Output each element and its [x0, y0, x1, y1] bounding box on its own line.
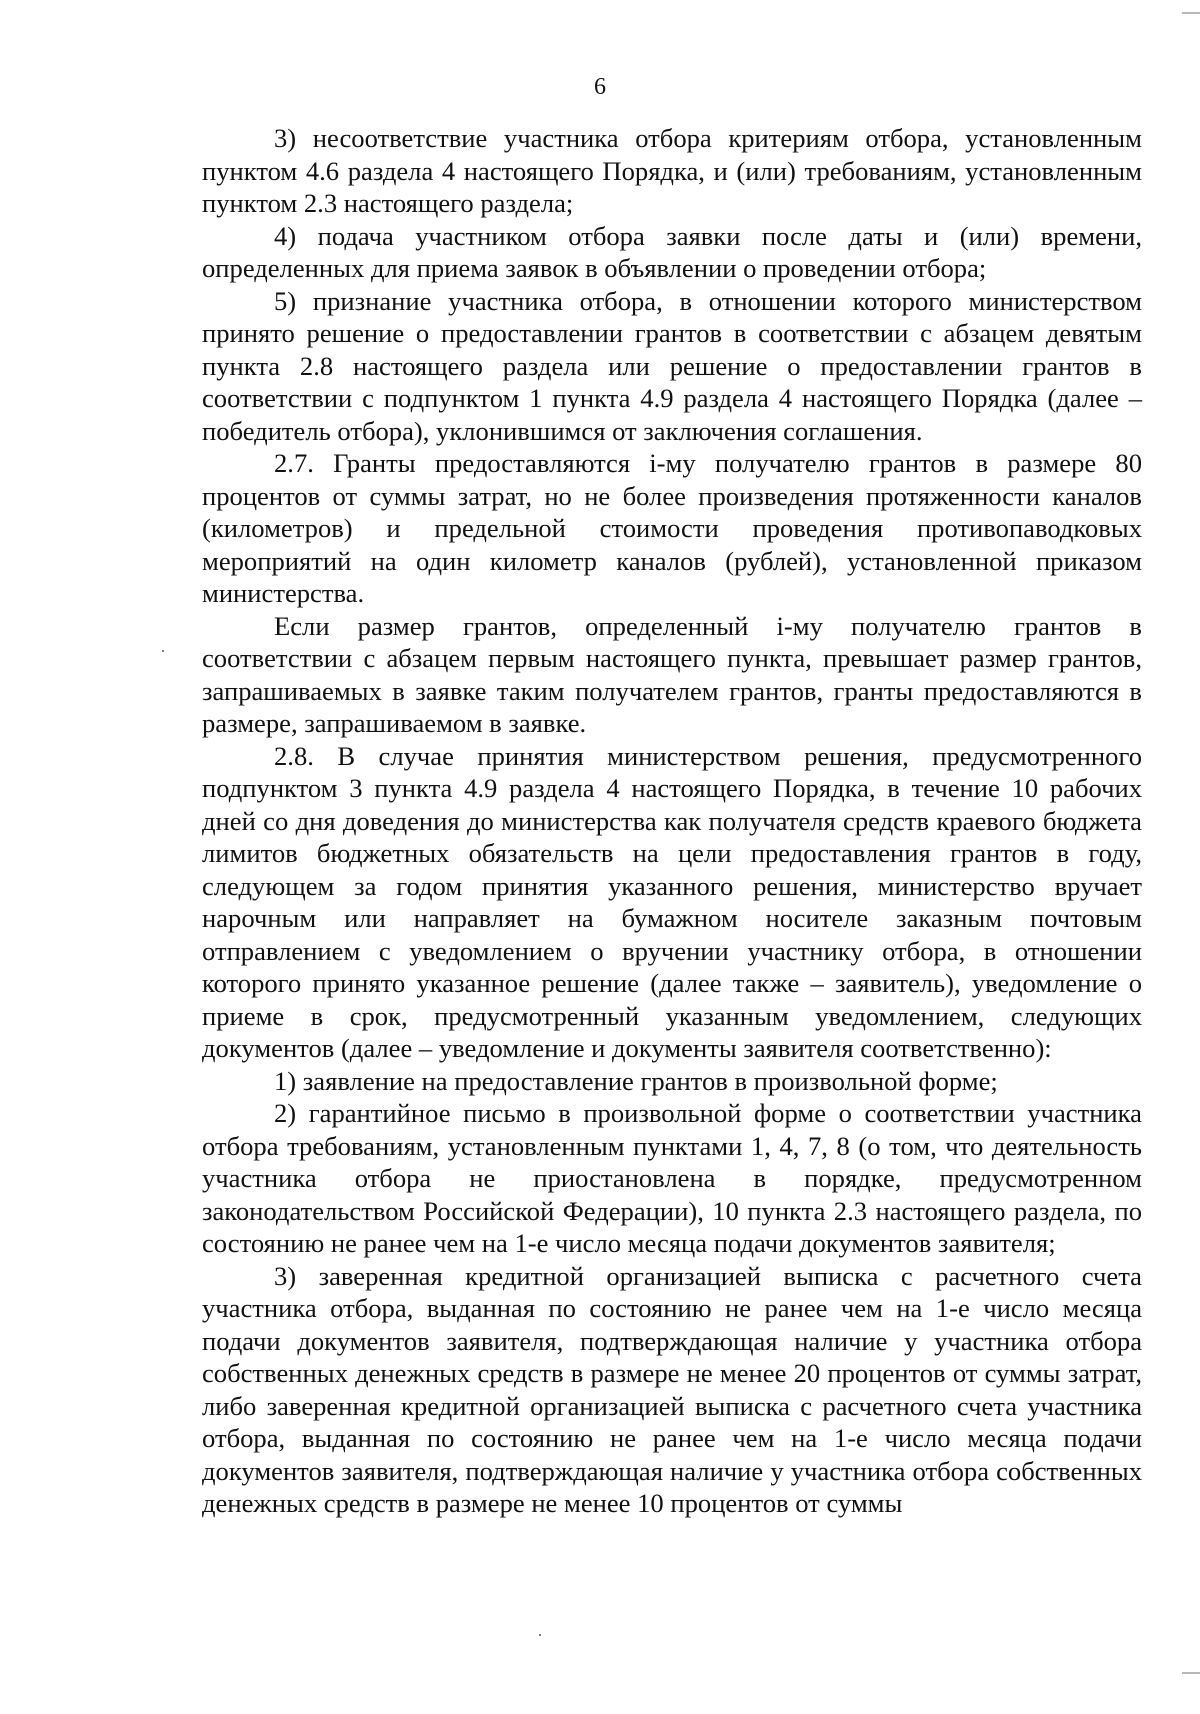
page-number: 6 — [594, 74, 606, 100]
scan-edge-mark-bottom — [1182, 1672, 1200, 1674]
paragraph-item-4: 4) подача участником отбора заявки после даты и (или) времени, определенных для приема заявок в объявлении о проведении отбора; — [202, 220, 1142, 283]
paragraph-document-1: 1) заявление на предоставление грантов в произвольной форме; — [274, 1065, 998, 1096]
document-body — [202, 122, 1142, 1520]
scan-speck-left — [162, 650, 164, 652]
scan-edge-mark-top — [1182, 12, 1200, 14]
paragraph-document-3: 3) заверенная кредитной организацией выписка с расчетного счета участника отбора, выданная по состоянию не ранее чем на 1-е число месяца подачи документов заявителя, подтверждающая наличие у участника отбора собственных денежных средств в размере не менее 20 процентов от суммы затрат, либо заверенная кредитной организацией выписка с расчетного счета участника отбора, выданная по состоянию не ранее чем на 1-е число месяца подачи документов заявителя, подтверждающая наличие у участника отбора собственных денежных средств в размере не менее 10 процентов от суммы — [202, 1260, 1142, 1518]
paragraph-item-3: 3) несоответствие участника отбора критериям отбора, установленным пунктом 4.6 раздела 4 настоящего Порядка, и (или) требованиям, установленным пунктом 2.3 настоящего раздела; — [202, 123, 1142, 218]
paragraph-grant-size: Если размер грантов, определенный i-му получателю грантов в соответствии с абзацем первым настоящего пункта, превышает размер грантов, запрашиваемых в заявке таким получателем грантов, гранты предоставляются в размере, запрашиваемом в заявке. — [202, 610, 1142, 738]
paragraph-2-8: 2.8. В случае принятия министерством решения, предусмотренного подпунктом 3 пункта 4.9 раздела 4 настоящего Порядка, в течение 10 рабочих дней со дня доведения до министерства как получателя средств краевого бюджета лимитов бюджетных обязательств на цели предоставления грантов в году, следующем за годом принятия указанного решения, министерство вручает нарочным или направляет на бумажном носителе заказным почтовым отправлением с уведомлением о вручении участнику отбора, в отношении которого принято указанное решение (далее также – заявитель), уведомление о приеме в срок, предусмотренный указанным уведомлением, следующих документов (далее – уведомление и документы заявителя соответственно): — [202, 740, 1142, 1063]
scan-speck-bottom — [539, 1634, 541, 1636]
paragraph-document-2: 2) гарантийное письмо в произвольной форме о соответствии участника отбора требованиям, установленным пунктами 1, 4, 7, 8 (о том, что деятельность участника отбора не приостановлена в порядке, предусмотренном законодательством Российской Федерации), 10 пункта 2.3 настоящего раздела, по состоянию не ранее чем на 1-е число месяца подачи документов заявителя; — [202, 1098, 1142, 1258]
paragraph-2-7: 2.7. Гранты предоставляются i-му получателю грантов в размере 80 процентов от суммы затрат, но не более произведения протяженности каналов (километров) и предельной стоимости проведения противопаводковых мероприятий на один километр каналов (рублей), установленной приказом министерства. — [202, 448, 1142, 608]
paragraph-item-5: 5) признание участника отбора, в отношении которого министерством принято решение о предоставлении грантов в соответствии с абзацем девятым пункта 2.8 настоящего раздела или решение о предоставлении грантов в соответствии с подпунктом 1 пункта 4.9 раздела 4 настоящего Порядка (далее – победитель отбора), уклонившимся от заключения соглашения. — [202, 285, 1142, 446]
